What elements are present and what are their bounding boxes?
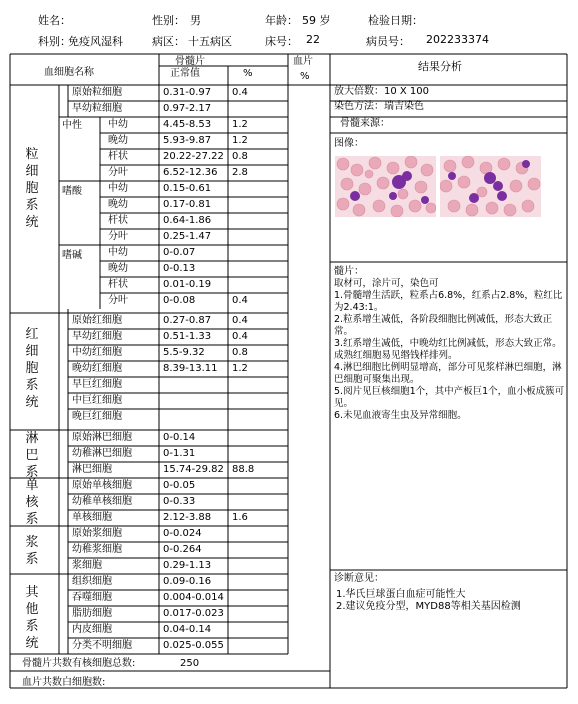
bm-total-value: 250 bbox=[180, 658, 200, 669]
row-normal-range: 8.39-13.11 bbox=[163, 363, 218, 374]
note-line: 6.未见血液寄生虫及异常细胞。 bbox=[334, 410, 467, 421]
row-percent: 0.4 bbox=[232, 331, 248, 342]
row-cell-name: 分类不明细胞 bbox=[72, 640, 132, 651]
row-normal-range: 6.52-12.36 bbox=[163, 167, 218, 178]
row-cell-name: 杆状 bbox=[108, 151, 128, 162]
row-cell-name: 原始粒细胞 bbox=[72, 87, 122, 98]
bm-header: 骨髓片 bbox=[175, 56, 205, 67]
row-normal-range: 0-0.07 bbox=[163, 247, 196, 258]
image-label: 图像： bbox=[334, 138, 364, 149]
exam-date-label: 检验日期： bbox=[368, 14, 423, 27]
row-cell-name: 幼稚单核细胞 bbox=[72, 496, 132, 507]
row-normal-range: 0.025-0.055 bbox=[163, 640, 224, 651]
row-normal-range: 0-0.05 bbox=[163, 480, 196, 491]
row-cell-name: 中幼红细胞 bbox=[72, 347, 122, 358]
dept-value: 免疫风湿科 bbox=[68, 35, 123, 48]
group-plasma: 浆 系 bbox=[25, 535, 39, 567]
row-normal-range: 20.22-27.22 bbox=[163, 151, 224, 162]
magnify-label: 放大倍数： bbox=[334, 86, 384, 97]
row-normal-range: 0-0.08 bbox=[163, 295, 196, 306]
blood-total-label: 血片共数白细胞数: bbox=[22, 677, 106, 688]
row-normal-range: 0.97-2.17 bbox=[163, 103, 212, 114]
row-normal-range: 0.17-0.81 bbox=[163, 199, 212, 210]
result-header: 结果分析 bbox=[418, 60, 462, 73]
row-normal-range: 0.25-1.47 bbox=[163, 231, 212, 242]
row-normal-range: 0.09-0.16 bbox=[163, 576, 212, 587]
name-label: 姓名： bbox=[38, 14, 71, 27]
row-normal-range: 0.01-0.19 bbox=[163, 279, 212, 290]
row-cell-name: 杆状 bbox=[108, 279, 128, 290]
blood-header: 血片 bbox=[293, 56, 313, 67]
row-cell-name: 中幼 bbox=[108, 247, 128, 258]
row-normal-range: 0.29-1.13 bbox=[163, 560, 212, 571]
group-monocyte: 单 核 系 bbox=[25, 478, 39, 527]
row-cell-name: 组织细胞 bbox=[72, 576, 112, 587]
row-cell-name: 晚幼红细胞 bbox=[72, 363, 122, 374]
row-cell-name: 内皮细胞 bbox=[72, 624, 112, 635]
ward-label: 病区： bbox=[152, 35, 185, 48]
case-value: 202233374 bbox=[426, 33, 489, 46]
stain-label: 染色方法： bbox=[334, 101, 384, 112]
row-normal-range: 2.12-3.88 bbox=[163, 512, 212, 523]
row-cell-name: 原始红细胞 bbox=[72, 315, 122, 326]
row-cell-name: 中幼 bbox=[108, 119, 128, 130]
row-normal-range: 0.51-1.33 bbox=[163, 331, 212, 342]
row-percent: 2.8 bbox=[232, 167, 248, 178]
row-cell-name: 原始浆细胞 bbox=[72, 528, 122, 539]
row-normal-range: 0.15-0.61 bbox=[163, 183, 212, 194]
row-cell-name: 吞噬细胞 bbox=[72, 592, 112, 603]
gender-value: 男 bbox=[190, 14, 201, 27]
gender-label: 性别： bbox=[152, 14, 185, 27]
note-line: 取材可，涂片可，染色可 bbox=[334, 278, 439, 289]
ward-value: 十五病区 bbox=[188, 35, 232, 48]
note-line: 4.淋巴细胞比例明显增高，部分可见浆样淋巴细胞，淋巴细胞可聚集出现。 bbox=[334, 362, 562, 385]
row-cell-name: 原始单核细胞 bbox=[72, 480, 132, 491]
bm-total-label: 骨髓片共数有核细胞总数: bbox=[22, 658, 136, 669]
row-cell-name: 幼稚浆细胞 bbox=[72, 544, 122, 555]
row-percent: 0.4 bbox=[232, 315, 248, 326]
row-percent: 1.6 bbox=[232, 512, 248, 523]
diagnosis-label: 诊断意见： bbox=[334, 573, 384, 584]
stain-row bbox=[334, 101, 424, 113]
row-normal-range: 0.04-0.14 bbox=[163, 624, 212, 635]
row-percent: 0.4 bbox=[232, 87, 248, 98]
row-percent: 0.4 bbox=[232, 295, 248, 306]
row-percent: 1.2 bbox=[232, 119, 248, 130]
row-cell-name: 分叶 bbox=[108, 231, 128, 242]
diagnosis-item: 1.华氏巨球蛋白血症可能性大 bbox=[336, 589, 466, 600]
row-cell-name: 晚幼 bbox=[108, 135, 128, 146]
row-cell-name: 早巨红细胞 bbox=[72, 379, 122, 390]
group-other: 其 他 系 统 bbox=[25, 585, 39, 651]
blood-pct-header: % bbox=[300, 71, 310, 82]
group-lymphocyte: 淋 巴 系 bbox=[25, 431, 39, 480]
row-cell-name: 晚幼 bbox=[108, 199, 128, 210]
stain-value: 瑞吉染色 bbox=[384, 101, 424, 112]
note-line: 5.阅片见巨核细胞1个，其中产板巨1个，血小板成簇可见。 bbox=[334, 386, 565, 409]
row-cell-name: 中幼 bbox=[108, 183, 128, 194]
normal-header: 正常值 bbox=[170, 68, 200, 79]
source-label: 骨髓来源： bbox=[340, 118, 390, 129]
row-normal-range: 0.017-0.023 bbox=[163, 608, 224, 619]
magnify-row bbox=[334, 86, 429, 98]
bed-value: 22 bbox=[306, 33, 320, 46]
magnify-value: 10 X 100 bbox=[384, 86, 430, 97]
row-normal-range: 0.31-0.97 bbox=[163, 87, 212, 98]
row-cell-name: 杆状 bbox=[108, 215, 128, 226]
row-normal-range: 5.93-9.87 bbox=[163, 135, 212, 146]
note-line: 1.骨髓增生活跃，粒系占6.8%，红系占2.8%，粒红比为2.43:1。 bbox=[334, 290, 563, 313]
row-percent: 0.8 bbox=[232, 347, 248, 358]
row-cell-name: 幼稚淋巴细胞 bbox=[72, 448, 132, 459]
subgroup-eosinophil: 嗜酸 bbox=[62, 186, 82, 197]
row-cell-name: 浆细胞 bbox=[72, 560, 102, 571]
subgroup-neutrophil: 中性 bbox=[62, 120, 82, 131]
row-normal-range: 0.64-1.86 bbox=[163, 215, 212, 226]
row-normal-range: 0.27-0.87 bbox=[163, 315, 212, 326]
pct-header: % bbox=[243, 68, 253, 79]
row-normal-range: 0-0.13 bbox=[163, 263, 196, 274]
row-percent: 0.8 bbox=[232, 151, 248, 162]
group-granulocyte: 粒 细 胞 系 统 bbox=[25, 147, 39, 230]
row-cell-name: 原始淋巴细胞 bbox=[72, 432, 132, 443]
bed-label: 床号： bbox=[265, 35, 298, 48]
row-cell-name: 晚幼 bbox=[108, 263, 128, 274]
note-line: 2.粒系增生减低，各阶段细胞比例减低，形态大致正常。 bbox=[334, 314, 553, 337]
group-erythrocyte: 红 细 胞 系 统 bbox=[25, 327, 39, 410]
row-normal-range: 15.74-29.82 bbox=[163, 464, 224, 475]
micrograph-2 bbox=[440, 156, 541, 217]
row-normal-range: 0-0.264 bbox=[163, 544, 202, 555]
row-cell-name: 早幼红细胞 bbox=[72, 331, 122, 342]
age-label: 年龄： bbox=[265, 14, 298, 27]
row-normal-range: 0-1.31 bbox=[163, 448, 196, 459]
row-percent: 88.8 bbox=[232, 464, 255, 475]
row-cell-name: 单核细胞 bbox=[72, 512, 112, 523]
row-cell-name: 中巨红细胞 bbox=[72, 395, 122, 406]
diagnosis-item: 2.建议免疫分型，MYD88等相关基因检测 bbox=[336, 601, 521, 612]
row-cell-name: 分叶 bbox=[108, 295, 128, 306]
row-normal-range: 4.45-8.53 bbox=[163, 119, 212, 130]
row-normal-range: 0-0.024 bbox=[163, 528, 202, 539]
row-cell-name: 晚巨红细胞 bbox=[72, 411, 122, 422]
bm-notes bbox=[334, 278, 566, 422]
bm-notes-title: 髓片： bbox=[334, 266, 364, 277]
row-normal-range: 0.004-0.014 bbox=[163, 592, 224, 603]
row-percent: 1.2 bbox=[232, 135, 248, 146]
micrograph-1 bbox=[335, 156, 436, 217]
subgroup-basophil: 嗜碱 bbox=[62, 250, 82, 261]
diagnosis-list bbox=[336, 589, 566, 613]
row-normal-range: 0-0.14 bbox=[163, 432, 196, 443]
note-line: 3.红系增生减低，中晚幼红比例减低，形态大致正常。成熟红细胞易见缗钱样排列。 bbox=[334, 338, 562, 361]
row-cell-name: 脂肪细胞 bbox=[72, 608, 112, 619]
row-normal-range: 0-0.33 bbox=[163, 496, 196, 507]
row-cell-name: 早幼粒细胞 bbox=[72, 103, 122, 114]
case-label: 病员号： bbox=[366, 35, 410, 48]
row-cell-name: 分叶 bbox=[108, 167, 128, 178]
row-cell-name: 淋巴细胞 bbox=[72, 464, 112, 475]
row-percent: 1.2 bbox=[232, 363, 248, 374]
cell-name-header: 血细胞名称 bbox=[44, 67, 94, 78]
age-value: 59 岁 bbox=[302, 14, 331, 27]
dept-label: 科别： bbox=[38, 35, 71, 48]
row-normal-range: 5.5-9.32 bbox=[163, 347, 205, 358]
